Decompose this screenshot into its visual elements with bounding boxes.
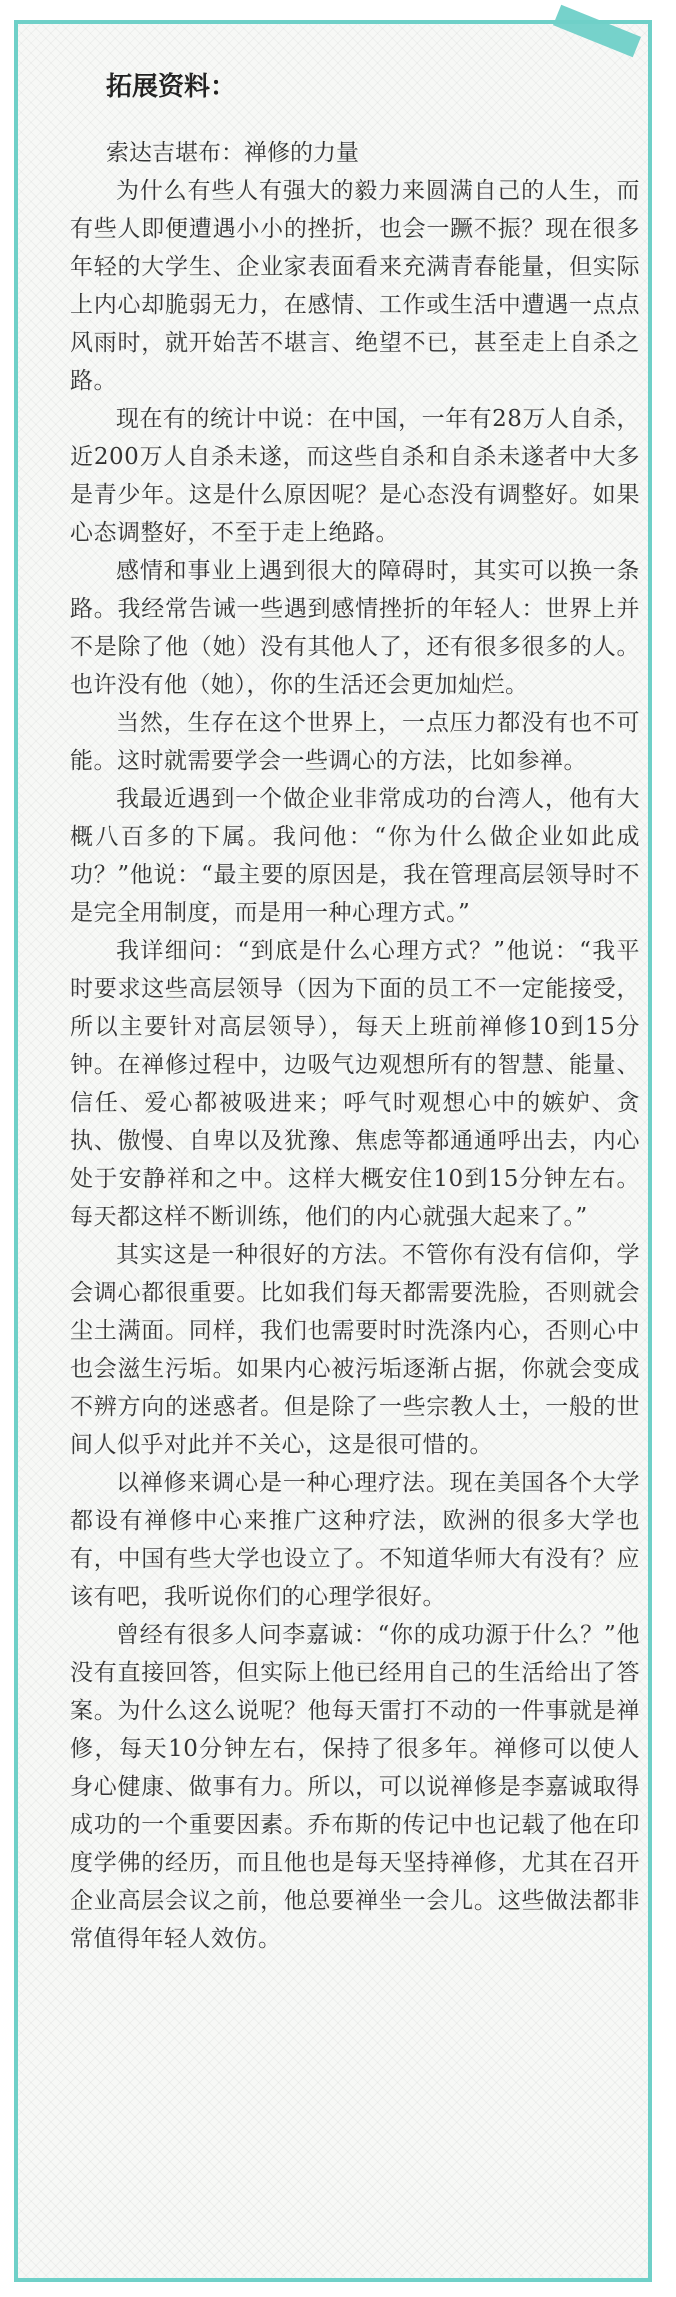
paragraph: 为什么有些人有强大的毅力来圆满自己的人生，而有些人即便遭遇小小的挫折，也会一蹶不振？现在很多年轻的大学生、企业家表面看来充满青春能量，但实际上内心却脆弱无力，在感情、工作或生活中遭遇一点点风雨时，就开始苦不堪言、绝望不已，甚至走上自杀之路。: [70, 178, 640, 394]
corner-tape-decoration: [553, 5, 641, 58]
article-content: [70, 68, 640, 1958]
paragraph: 当然，生存在这个世界上，一点压力都没有也不可能。这时就需要学会一些调心的方法，比如参禅。: [70, 710, 640, 774]
paragraph: 我详细问：“到底是什么心理方式？”他说：“我平时要求这些高层领导（因为下面的员工不一定能接受，所以主要针对高层领导），每天上班前禅修10到15分钟。在禅修过程中，边吸气边观想所有的智慧、能量、信任、爱心都被吸进来；呼气时观想心中的嫉妒、贪执、傲慢、自卑以及犹豫、焦虑等都通通呼出去，内心处于安静祥和之中。这样大概安住10到15分钟左右。每天都这样不断训练，他们的内心就强大起来了。”: [70, 938, 640, 1230]
paragraph: 以禅修来调心是一种心理疗法。现在美国各个大学都设有禅修中心来推广这种疗法，欧洲的很多大学也有，中国有些大学也设立了。不知道华师大有没有？应该有吧，我听说你们的心理学很好。: [70, 1470, 640, 1610]
paragraph: 曾经有很多人问李嘉诚：“你的成功源于什么？”他没有直接回答，但实际上他已经用自己的生活给出了答案。为什么这么说呢？他每天雷打不动的一件事就是禅修，每天10分钟左右，保持了很多年。禅修可以使人身心健康、做事有力。所以，可以说禅修是李嘉诚取得成功的一个重要因素。乔布斯的传记中也记载了他在印度学佛的经历，而且他也是每天坚持禅修，尤其在召开企业高层会议之前，他总要禅坐一会儿。这些做法都非常值得年轻人效仿。: [70, 1622, 640, 1952]
paragraph: 感情和事业上遇到很大的障碍时，其实可以换一条路。我经常告诫一些遇到感情挫折的年轻人：世界上并不是除了他（她）没有其他人了，还有很多很多的人。也许没有他（她），你的生活还会更加灿烂。: [70, 558, 640, 698]
article-title: 索达吉堪布：禅修的力量: [106, 140, 359, 166]
paragraph: 其实这是一种很好的方法。不管你有没有信仰，学会调心都很重要。比如我们每天都需要洗脸，否则就会尘土满面。同样，我们也需要时时洗涤内心，否则心中也会滋生污垢。如果内心被污垢逐渐占据，你就会变成不辨方向的迷惑者。但是除了一些宗教人士，一般的世间人似乎对此并不关心，这是很可惜的。: [70, 1242, 640, 1458]
paragraph: 现在有的统计中说：在中国，一年有28万人自杀，近200万人自杀未遂，而这些自杀和自杀未遂者中大多是青少年。这是什么原因呢？是心态没有调整好。如果心态调整好，不至于走上绝路。: [70, 406, 640, 546]
section-heading: 拓展资料：: [106, 72, 237, 102]
paragraph: 我最近遇到一个做企业非常成功的台湾人，他有大概八百多的下属。我问他：“你为什么做企业如此成功？”他说：“最主要的原因是，我在管理高层领导时不是完全用制度，而是用一种心理方式。”: [70, 786, 640, 926]
page-frame: [14, 20, 652, 2282]
